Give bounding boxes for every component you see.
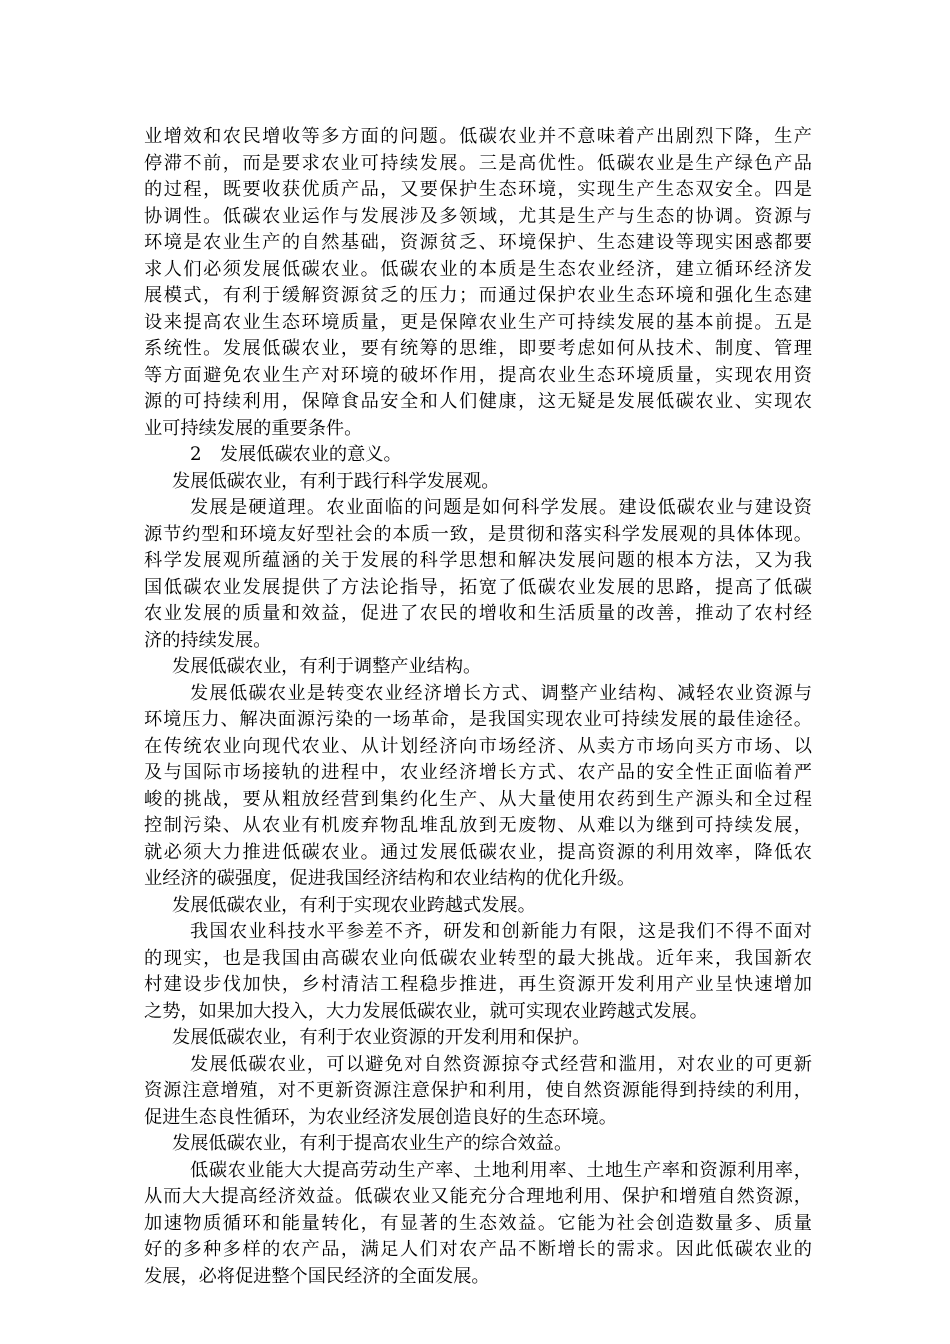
text-line: 的现实，也是我国由高碳农业向低碳农业转型的最大挑战。近年来，我国新农	[144, 947, 812, 969]
text-line: 济的持续发展。	[144, 629, 272, 651]
text-line: 及与国际市场接轨的进程中，农业经济增长方式、农产品的安全性正面临着严	[144, 762, 812, 783]
body-text	[144, 124, 812, 1290]
text-line: 农业发展的质量和效益，促进了农民的增收和生活质量的改善，推动了农村经	[144, 603, 812, 624]
text-line: 等方面避免农业生产对环境的破坏作用，提高农业生态环境质量，实现农用资	[144, 364, 812, 386]
text-line: 环境压力、解决面源污染的一场革命，是我国实现农业可持续发展的最佳途径。	[144, 709, 812, 730]
text-line: 村建设步伐加快，乡村清洁工程稳步推进，再生资源开发利用产业呈快速增加	[144, 974, 812, 995]
text-line: 低碳农业能大大提高劳动生产率、土地利用率、土地生产率和资源利用率，	[190, 1159, 812, 1181]
subsection-heading: 发展低碳农业，有利于实现农业跨越式发展。	[172, 894, 536, 916]
text-line: 科学发展观所蕴涵的关于发展的科学思想和解决发展问题的根本方法，又为我	[144, 550, 812, 571]
text-line: 业可持续发展的重要条件。	[144, 417, 363, 439]
text-line: 发展，必将促进整个国民经济的全面发展。	[144, 1265, 490, 1287]
text-line: 停滞不前，而是要求农业可持续发展。三是高优性。低碳农业是生产绿色产品	[144, 152, 812, 174]
text-line: 发展低碳农业是转变农业经济增长方式、调整产业结构、减轻农业资源与	[190, 682, 812, 704]
text-line: 设来提高农业生态环境质量，更是保障农业生产可持续发展的基本前提。五是	[144, 311, 812, 333]
text-line: 协调性。低碳农业运作与发展涉及多领域，尤其是生产与生态的协调。资源与	[144, 205, 812, 227]
text-line: 系统性。发展低碳农业，要有统筹的思维，即要考虑如何从技术、制度、管理	[144, 338, 812, 359]
text-line: 我国农业科技水平参差不齐，研发和创新能力有限，这是我们不得不面对	[190, 921, 812, 942]
text-line: 就必须大力推进低碳农业。通过发展低碳农业，提高资源的利用效率，降低农	[144, 841, 812, 863]
text-line: 国低碳农业发展提供了方法论指导，拓宽了低碳农业发展的思路，提高了低碳	[144, 576, 812, 598]
text-line: 资源注意增殖，对不更新资源注意保护和利用，使自然资源能得到持续的利用，	[144, 1080, 812, 1101]
text-line: 加速物质循环和能量转化，有显著的生态效益。它能为社会创造数量多、质量	[144, 1212, 812, 1234]
text-line: 环境是农业生产的自然基础，资源贫乏、环境保护、生态建设等现实困惑都要	[144, 232, 812, 253]
text-line: 发展是硬道理。农业面临的问题是如何科学发展。建设低碳农业与建设资	[190, 497, 812, 518]
subsection-heading: 发展低碳农业，有利于提高农业生产的综合效益。	[172, 1133, 573, 1154]
section-heading: 2 发展低碳农业的意义。	[190, 444, 402, 465]
text-line: 在传统农业向现代农业、从计划经济向市场经济、从卖方市场向买方市场、以	[144, 735, 812, 757]
text-line: 发展低碳农业，可以避免对自然资源掠夺式经营和滥用，对农业的可更新	[190, 1053, 812, 1075]
text-line: 源节约型和环境友好型社会的本质一致，是贯彻和落实科学发展观的具体体现。	[144, 523, 812, 545]
text-line: 好的多种多样的农产品，满足人们对农产品不断增长的需求。因此低碳农业的	[144, 1239, 812, 1260]
text-line: 促进生态良性循环，为农业经济发展创造良好的生态环境。	[144, 1106, 617, 1128]
text-line: 从而大大提高经济效益。低碳农业又能充分合理地利用、保护和增殖自然资源，	[144, 1186, 812, 1207]
subsection-heading: 发展低碳农业，有利于践行科学发展观。	[172, 470, 500, 492]
text-line: 展模式，有利于缓解资源贫乏的压力；而通过保护农业生态环境和强化生态建	[144, 285, 812, 306]
text-line: 源的可持续利用，保障食品安全和人们健康，这无疑是发展低碳农业、实现农	[144, 391, 812, 412]
text-line: 的过程，既要收获优质产品，又要保护生态环境，实现生产生态双安全。四是	[144, 179, 812, 200]
text-line: 峻的挑战，要从粗放经营到集约化生产、从大量使用农药到生产源头和全过程	[144, 788, 812, 810]
subsection-heading: 发展低碳农业，有利于调整产业结构。	[172, 656, 482, 677]
subsection-heading: 发展低碳农业，有利于农业资源的开发利用和保护。	[172, 1027, 591, 1048]
text-line: 业增效和农民增收等多方面的问题。低碳农业并不意味着产出剧烈下降，生产	[144, 126, 812, 147]
text-line: 业经济的碳强度，促进我国经济结构和农业结构的优化升级。	[144, 868, 636, 889]
text-line: 控制污染、从农业有机废弃物乱堆乱放到无废物、从难以为继到可持续发展，	[144, 815, 812, 836]
text-line: 之势，如果加大投入，大力发展低碳农业，就可实现农业跨越式发展。	[144, 1000, 708, 1022]
text-line: 求人们必须发展低碳农业。低碳农业的本质是生态农业经济，建立循环经济发	[144, 258, 812, 280]
